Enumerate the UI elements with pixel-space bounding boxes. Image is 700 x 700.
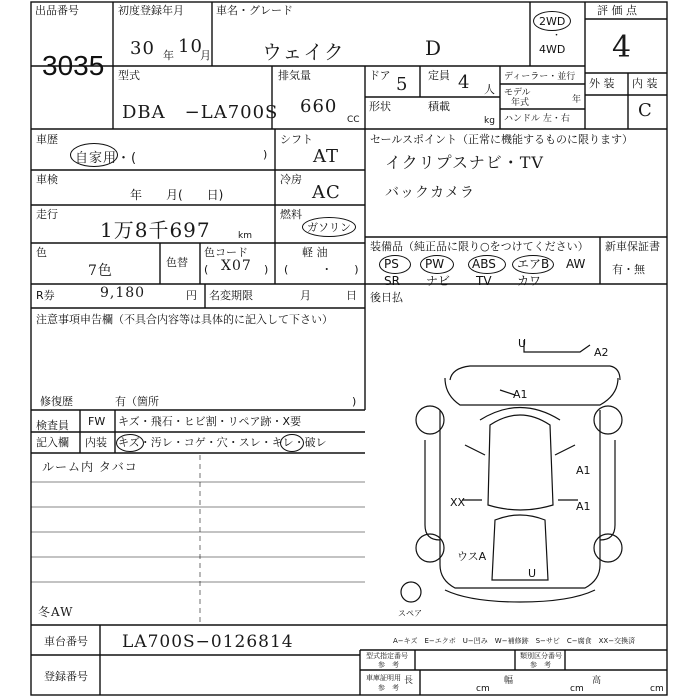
repair-value: 有（箇所	[115, 395, 159, 408]
r-label: R券	[36, 289, 55, 302]
drive-4wd: 4WD	[539, 43, 566, 56]
sales-line2: バックカメラ	[385, 185, 475, 201]
inspector-row1-items: キズ・飛石・ヒビ割・リペア跡・X要	[118, 415, 302, 428]
door-value: 5	[396, 74, 409, 95]
displacement-label: 排気量	[278, 69, 311, 82]
after-label: 後日払	[370, 291, 403, 304]
length-unit: cm	[476, 684, 490, 694]
color-same-label: 色替	[166, 256, 188, 269]
km-unit: km	[238, 231, 252, 241]
name-change-month: 月	[300, 289, 311, 302]
year-unit: 年	[163, 49, 174, 62]
equip-aw: AW	[566, 257, 586, 271]
ac-value: AC	[312, 182, 341, 203]
drive-dot: ・	[552, 31, 562, 41]
equip-tv: TV	[476, 274, 492, 288]
diagram-mark-xx: XX	[450, 496, 466, 509]
warranty-value: 有・無	[612, 263, 645, 276]
diagram-mark-a1-roof: A1	[513, 388, 528, 401]
color-code-value: X07	[221, 258, 252, 274]
equip-abs: ABS	[472, 257, 496, 271]
width-unit: cm	[570, 684, 584, 694]
load-label: 積載	[428, 100, 450, 113]
rating-label: 評 価 点	[597, 4, 637, 17]
height-label: 高	[592, 676, 602, 686]
inspector-label2: 記入欄	[36, 436, 69, 449]
capacity-value: 4	[458, 72, 471, 93]
person-unit: 人	[484, 83, 495, 96]
color-label: 色	[36, 246, 47, 259]
mileage-value: 1万8千697	[100, 218, 211, 242]
bottom-note: 冬AW	[38, 605, 74, 619]
model-year-label: モデル	[504, 88, 531, 98]
inspection-label: 車検	[36, 173, 58, 186]
month-unit: 月	[200, 49, 211, 62]
rating-value: 4	[612, 30, 633, 65]
inspector-row2-label: 内装	[85, 436, 107, 449]
equip-airbag: エアB	[517, 257, 550, 271]
width-label: 幅	[504, 676, 514, 686]
first-reg-year: 30	[130, 38, 155, 59]
inspection-value: 年 月( 日)	[130, 188, 224, 202]
equip-navi: ナビ	[426, 274, 451, 288]
shift-label: シフト	[280, 133, 313, 146]
door-label: ドア	[369, 69, 391, 82]
ref-label-1: 参 考	[378, 661, 399, 669]
equipment-label: 装備品（純正品に限り○をつけてください）	[370, 240, 589, 253]
length-label: 長	[404, 676, 414, 686]
color-value: 7色	[88, 263, 113, 279]
ac-label: 冷房	[280, 173, 302, 186]
grade: D	[425, 36, 443, 60]
interior-value: C	[638, 100, 653, 121]
fuel-light: 軽 油	[302, 246, 328, 259]
mileage-label: 走行	[36, 208, 58, 221]
color-code-open: (	[204, 263, 209, 276]
kg-unit: kg	[484, 116, 495, 126]
repair-label: 修復歴	[40, 395, 73, 408]
diagram-mark-a1-right2: A1	[576, 500, 591, 513]
equip-kawa: カワ	[517, 274, 542, 288]
history-value: 自家用・(	[75, 151, 138, 166]
history-close: )	[263, 148, 268, 161]
diagram-mark-u-rear: U	[528, 567, 537, 580]
shift-value: AT	[313, 146, 340, 167]
displacement-value: 660	[300, 96, 338, 117]
diagram-mark-a2: A2	[594, 346, 609, 359]
name-change-label: 名変期限	[209, 289, 253, 302]
shape-label: 形状	[369, 100, 391, 113]
sales-label: セールスポイント（正常に機能するものに限ります）	[370, 133, 634, 146]
model-year-unit: 年	[572, 95, 582, 105]
color-code-close: )	[264, 263, 269, 276]
name-change-day: 日	[346, 289, 357, 302]
r-value: 9,180	[100, 285, 146, 301]
handle-label: ハンドル 左・右	[504, 114, 570, 124]
spare-label: スペア	[398, 609, 422, 618]
ref-label-2: 参 考	[530, 661, 551, 669]
diagram-mark-a1-right1: A1	[576, 464, 591, 477]
height-unit: cm	[650, 684, 664, 694]
type-designation-label: 型式指定番号	[366, 652, 408, 660]
chassis-label: 車台番号	[44, 635, 88, 648]
category-label: 類別区分番号	[520, 652, 562, 660]
inner-note: ルーム内 タバコ	[42, 460, 138, 474]
warranty-label: 新車保証書	[605, 240, 660, 253]
fuel-label: 燃料	[280, 208, 302, 221]
type-label: 型式	[118, 69, 140, 82]
fuel-gas: ガソリン	[307, 221, 351, 234]
history-label: 車歴	[36, 133, 58, 146]
capacity-label: 定員	[428, 69, 450, 82]
type-value: DBA −LA700S	[122, 102, 279, 123]
inspector-label1: 検査員	[36, 419, 69, 432]
notes-label: 注意事項申告欄（不具合内容等は具体的に記入して下さい）	[36, 313, 333, 326]
lot-label: 出品番号	[35, 4, 79, 17]
footer-legend: A−キズ E−エクボ U−凹み W−補修跡 S−サビ C−腐食 XX−交換済	[393, 637, 636, 645]
model-year-sub: 年式	[511, 98, 530, 108]
lot-number: 3035	[42, 50, 105, 81]
sales-line1: イクリプスナビ・TV	[385, 153, 544, 172]
model-name: ウェイク	[262, 40, 345, 64]
dealer-label: ディーラー・並行	[504, 72, 576, 82]
color-code-label: 色コード	[204, 246, 248, 259]
first-reg-month: 10	[178, 36, 203, 57]
fuel-paren: ( ・ )	[284, 263, 359, 276]
yen-unit: 円	[186, 289, 197, 302]
cert-label: 車庫証明用	[366, 674, 401, 682]
registration-label: 登録番号	[44, 670, 88, 683]
inspector-row2-items: キズ・汚レ・コゲ・穴・スレ・キレ・破レ	[118, 436, 327, 449]
drive-2wd: 2WD	[539, 15, 566, 28]
equip-sr: SR	[384, 274, 400, 288]
inspector-row1-label: FW	[88, 415, 106, 428]
interior-label: 内 装	[632, 77, 658, 90]
exterior-label: 外 装	[589, 77, 615, 90]
model-name-label: 車名・グレード	[216, 4, 293, 17]
cc-unit: CC	[347, 115, 360, 125]
chassis-value: LA700S−0126814	[122, 632, 294, 652]
equip-pw: PW	[425, 257, 445, 271]
diagram-mark-worn-a: ウスA	[457, 550, 487, 563]
first-reg-label: 初度登録年月	[118, 4, 184, 17]
diagram-mark-u-top: U	[518, 337, 527, 350]
repair-close: )	[352, 395, 357, 408]
ref-label-3: 参 考	[378, 684, 399, 692]
equip-ps: PS	[384, 257, 399, 271]
